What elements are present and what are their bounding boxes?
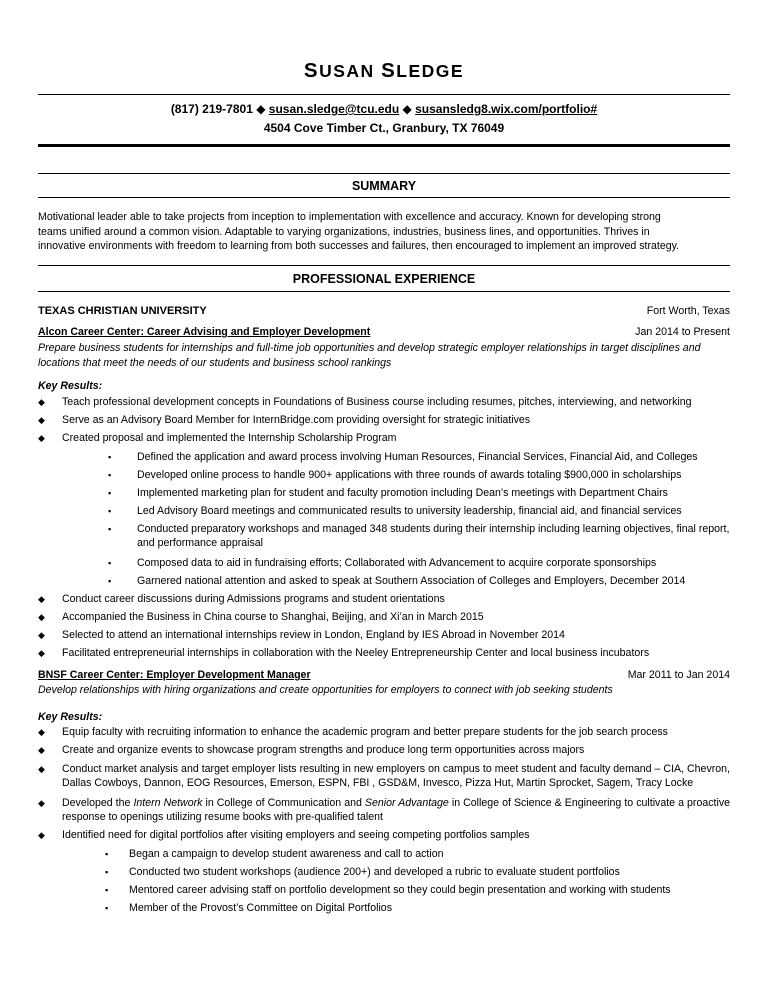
list-item: ◆ Selected to attend an international internships review in London, England by IES Abroad in November 2014 [38, 629, 565, 641]
square-bullet-icon: ▪ [108, 576, 112, 586]
list-item: ◆ Create and organize events to showcase program strengths and produce long term opportunities across majors [38, 744, 585, 756]
square-bullet-icon: ▪ [108, 470, 112, 480]
key-results-label: Key Results: [38, 711, 103, 723]
list-item: ◆ Facilitated entrepreneurial internships in collaboration with the Neeley Entrepreneurship Center and local business incubators [38, 647, 650, 659]
list-item: ◆ Created proposal and implemented the Internship Scholarship Program [38, 432, 397, 444]
divider [38, 173, 730, 174]
sub-list-item: ▪ Garnered national attention and asked to speak at Southern Association of Colleges and Employers, December 2014 [108, 575, 686, 587]
square-bullet-icon: ▪ [105, 849, 109, 859]
sub-list-item: ▪ Mentored career advising staff on portfolio development so they could begin presentation and working with students [105, 884, 671, 896]
diamond-icon: ◆ [38, 397, 45, 407]
square-bullet-icon: ▪ [108, 452, 112, 462]
diamond-icon: ◆ [38, 798, 45, 808]
sub-list-item: ▪ Conducted two student workshops (audience 200+) and developed a rubric to evaluate student portfolios [105, 866, 620, 878]
employer-location: Fort Worth, Texas [646, 305, 730, 317]
experience-heading: PROFESSIONAL EXPERIENCE [292, 272, 476, 286]
summary-heading: SUMMARY [351, 179, 417, 193]
diamond-icon: ◆ [38, 648, 45, 658]
sub-list-item: ▪ Began a campaign to develop student awareness and call to action [105, 848, 444, 860]
list-item: ◆ Serve as an Advisory Board Member for InternBridge.com providing oversight for strategic initiatives [38, 414, 531, 426]
job-dates: Mar 2011 to Jan 2014 [627, 669, 730, 681]
divider [38, 291, 730, 292]
divider [38, 144, 730, 147]
square-bullet-icon: ▪ [105, 885, 109, 895]
diamond-icon: ◆ [38, 745, 45, 755]
sub-list-item: ▪ Member of the Provost’s Committee on Digital Portfolios [105, 902, 392, 914]
diamond-icon: ◆ [38, 415, 45, 425]
candidate-name: SUSAN SLEDGE [303, 59, 465, 82]
diamond-icon: ◆ [38, 433, 45, 443]
email-link[interactable]: susan.sledge@tcu.edu [268, 102, 400, 116]
sub-list-item: ▪ Defined the application and award process involving Human Resources, Financial Services, Financial Aid, and Colleges [108, 451, 698, 463]
list-item: ◆ Equip faculty with recruiting information to enhance the academic program and better prepare students for the job search process [38, 726, 668, 738]
employer-name: TEXAS CHRISTIAN UNIVERSITY [38, 305, 207, 317]
divider [38, 265, 730, 266]
key-results-label: Key Results: [38, 380, 103, 392]
square-bullet-icon: ▪ [105, 903, 109, 913]
diamond-icon: ◆ [38, 727, 45, 737]
job-dates: Jan 2014 to Present [635, 326, 730, 338]
list-item: ◆ Accompanied the Business in China course to Shanghai, Beijing, and Xi’an in March 2015 [38, 611, 484, 623]
diamond-icon: ◆ [256, 102, 266, 116]
sub-list-item: ▪ Implemented marketing plan for student and faculty promotion including Dean’s meetings with Department Chairs [108, 487, 668, 499]
job-description: Develop relationships with hiring organizations and create opportunities for employers to connect with job seeking students [38, 684, 613, 696]
diamond-icon: ◆ [402, 102, 412, 116]
summary-text: Motivational leader able to take projects from inception to implementation with excellence and accuracy. Known for developing strong teams unified around a common vision. Adaptable to varying organizations, industries, business lines, and opportunities. Thrives in innovative environments with freedom to learning from both successes and failures, then encouraged to implement an improved strategy. [38, 211, 680, 253]
portfolio-link[interactable]: susansledg8.wix.com/portfolio# [415, 102, 598, 116]
diamond-icon: ◆ [38, 764, 45, 774]
sub-list-item: ▪ Conducted preparatory workshops and managed 348 students during their internship including learning objectives, final report, and performance appraisal [108, 523, 730, 550]
square-bullet-icon: ▪ [108, 524, 112, 534]
list-item: ◆ Identified need for digital portfolios after visiting employers and seeing competing portfolios samples [38, 829, 530, 841]
job-description: Prepare business students for internships and full-time job opportunities and develop strategic employer relationships in target disciplines and locations that meet the needs of our students and business school rankings [38, 342, 701, 369]
job-title: Alcon Career Center: Career Advising and Employer Development [38, 326, 371, 338]
square-bullet-icon: ▪ [105, 867, 109, 877]
list-item: ◆ Conduct career discussions during Admissions programs and student orientations [38, 593, 445, 605]
contact-line [38, 102, 730, 116]
diamond-icon: ◆ [38, 630, 45, 640]
list-item: ◆ Teach professional development concepts in Foundations of Business course including resumes, pitches, interviewing, and networking [38, 396, 692, 408]
divider [38, 197, 730, 198]
phone: (817) 219-7801 [170, 102, 253, 116]
square-bullet-icon: ▪ [108, 558, 112, 568]
sub-list-item: ▪ Developed online process to handle 900+ applications with three rounds of awards totaling $900,000 in scholarships [108, 469, 682, 481]
square-bullet-icon: ▪ [108, 488, 112, 498]
list-item: ◆ Developed the Intern Network in College of Communication and Senior Advantage in College of Science & Engineering to cultivate a proactive response to openings utilizing resume books with pre-qualified talent [38, 797, 731, 824]
diamond-icon: ◆ [38, 830, 45, 840]
job-title: BNSF Career Center: Employer Development Manager [38, 669, 311, 681]
diamond-icon: ◆ [38, 612, 45, 622]
square-bullet-icon: ▪ [108, 506, 112, 516]
sub-list-item: ▪ Composed data to aid in fundraising efforts; Collaborated with Advancement to acquire corporate sponsorships [108, 557, 657, 569]
list-item: ◆ Conduct market analysis and target employer lists resulting in new employers on campus to meet student and faculty demand – CIA, Chevron, Dallas Cowboys, Dannon, EOG Resources, Emerson, ESPN, FBI , GSD&M, Invesco, Pizza Hut, Martin Sprocket, Sagem, Tracy Locke [38, 763, 730, 790]
sub-list-item: ▪ Led Advisory Board meetings and communicated results to university leadership, financial aid, and financial services [108, 505, 682, 517]
divider [38, 94, 730, 95]
address: 4504 Cove Timber Ct., Granbury, TX 76049 [263, 121, 505, 135]
diamond-icon: ◆ [38, 594, 45, 604]
